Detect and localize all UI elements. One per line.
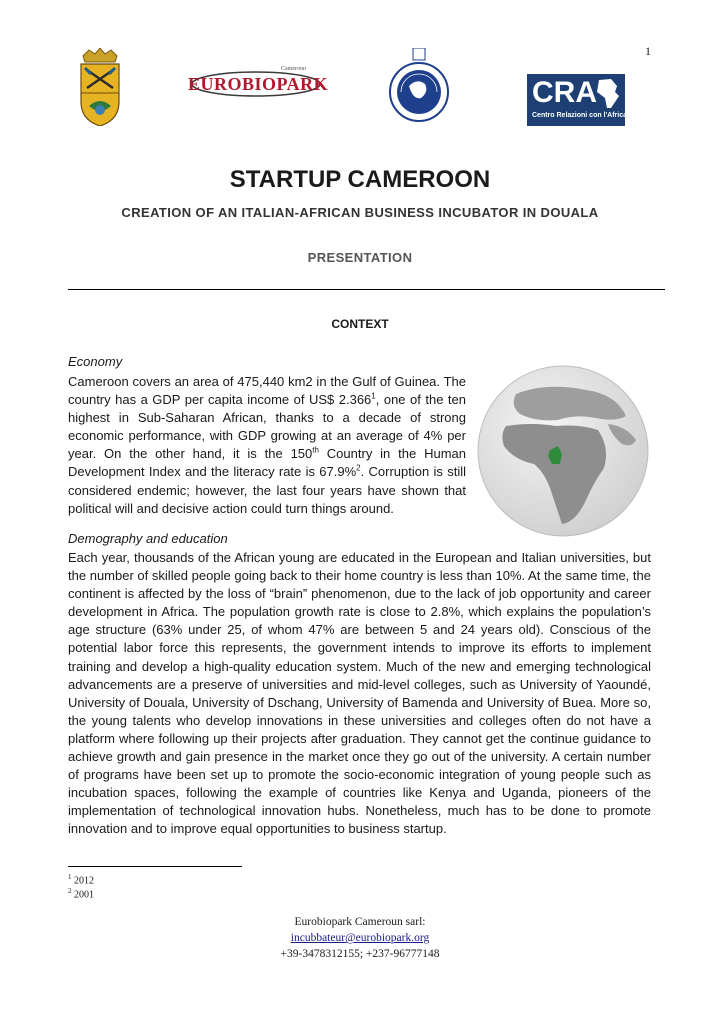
geographic-society-logo xyxy=(389,48,449,124)
eurobiopark-logo xyxy=(184,68,334,98)
horizontal-divider xyxy=(68,289,665,290)
footnote-text: 2012 xyxy=(74,875,94,887)
footnote-ref-2: 2 xyxy=(356,464,361,474)
footnote-mark: 2 xyxy=(68,887,72,895)
demography-heading: Demography and education xyxy=(68,531,228,546)
footnote-text: 2001 xyxy=(74,889,94,901)
document-subtitle: CREATION OF AN ITALIAN-AFRICAN BUSINESS INCUBATOR IN DOUALA xyxy=(121,205,599,220)
cra-logo xyxy=(527,74,628,126)
ordinal-suffix: th xyxy=(312,446,319,456)
economy-text-d: . Corruption is still considered endemic; however, the last four years have shown that political will and decisive action could turn things around. xyxy=(68,464,466,516)
economy-heading: Economy xyxy=(68,354,123,369)
municipal-seal-logo xyxy=(79,48,121,126)
economy-paragraph xyxy=(68,373,466,518)
eurobiopark-wordmark: EUROBIOPARK xyxy=(188,74,329,94)
footnote-2 xyxy=(68,887,94,900)
economy-text-a: Cameroon covers an area of 475,440 km2 in the Gulf of Guinea. The country has a GDP per capita income of US$ 2.366 xyxy=(68,374,466,408)
context-heading: CONTEXT xyxy=(331,317,389,331)
footer-company: Eurobiopark Cameroun sarl: xyxy=(294,916,426,928)
economy-text-b: , one of the ten highest in Sub-Saharan African, thanks to a decade of strong economic performance, with GDP growing at an average of 4% per year. On the other hand, it is the 150 xyxy=(68,392,467,462)
footnote-ref-1: 1 xyxy=(371,391,376,401)
footnote-mark: 1 xyxy=(68,873,72,881)
cameroon-globe-map xyxy=(476,364,650,538)
footer-email-row xyxy=(0,932,720,944)
demography-paragraph: Each year, thousands of the African young are educated in the European and Italian universities, but the number of skilled people going back to their home country is less than 10%. At the same time, the continent is affected by the loss of “brain” phenomenon, due to the lack of job opportunity and career development in Africa. The population growth rate is close to 2.8%, which explains the population’s age structure (63% under 25, of whom 47% are between 5 and 24 years old). Conscious of the potential labor force this represents, the government intends to improve its efforts to implement training and develop a high-quality education system. Much of the new and emerging technological advancements are a preserve of universities and mid-level colleges, such as University of Yaoundé, University of Douala, University of Dschang, University of Bamenda and University of Buea. More so, the young talents who develop innovations in these universities and colleges often do not have a platform where following up their projects after graduation. They cannot get the continue guidance to achieve growth and gain presence in the market once they go out of the university. A certain number of programs have been set up to promote the socio-economic integration of young people such as incubation spaces, following the example of countries like Kenya and Uganda, pioneers of the implementation of technological innovation hubs. Nonetheless, much has to be done to promote innovation and to improve equal opportunities to business startup. xyxy=(68,550,651,837)
economy-text-c: Country in the Human Development Index and the literacy rate is 67.9% xyxy=(68,446,466,480)
footer-email-link[interactable]: incubbateur@eurobiopark.org xyxy=(290,932,430,944)
cra-wordmark: CRA xyxy=(532,76,597,109)
eurobiopark-subtext: Cameroun xyxy=(281,66,306,72)
page-number: 1 xyxy=(645,44,651,58)
footnote-divider xyxy=(68,866,242,867)
document-title: STARTUP CAMEROON xyxy=(229,166,491,193)
footnote-1 xyxy=(68,873,94,886)
presentation-label: PRESENTATION xyxy=(307,250,413,265)
cra-caption: Centro Relazioni con l'Africa xyxy=(532,112,628,119)
footer-phones: +39-3478312155; +237-96777148 xyxy=(280,948,440,960)
